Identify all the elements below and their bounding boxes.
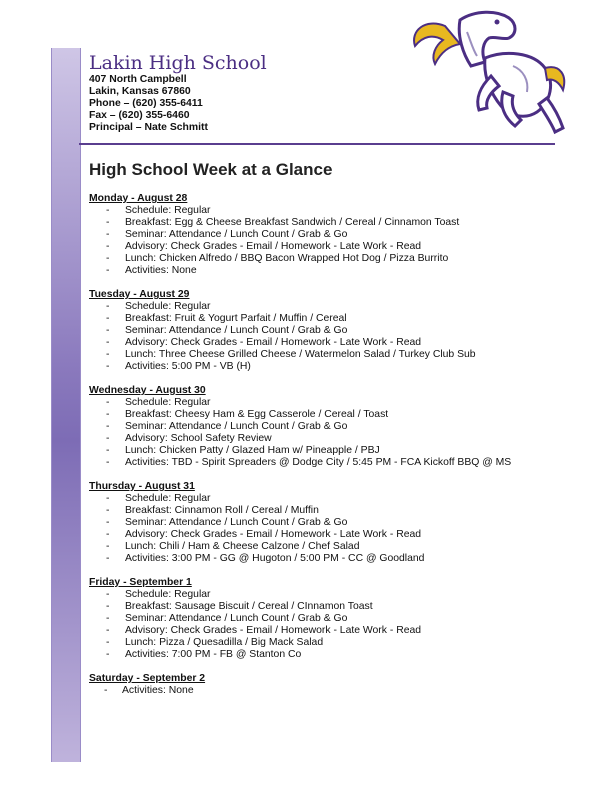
bullet-dash: - bbox=[106, 637, 110, 648]
item-text: Schedule: Regular bbox=[125, 397, 211, 408]
list-item bbox=[89, 649, 559, 661]
list-item bbox=[89, 337, 559, 349]
day-section bbox=[89, 289, 559, 373]
list-item bbox=[89, 313, 559, 325]
bullet-dash: - bbox=[104, 685, 108, 696]
bullet-dash: - bbox=[106, 517, 110, 528]
item-text: Activities: 5:00 PM - VB (H) bbox=[125, 361, 251, 372]
bullet-dash: - bbox=[106, 397, 110, 408]
list-item bbox=[89, 229, 559, 241]
bullet-dash: - bbox=[106, 265, 110, 276]
school-name: Lakin High School bbox=[89, 52, 267, 74]
item-text: Schedule: Regular bbox=[125, 589, 211, 600]
item-text: Seminar: Attendance / Lunch Count / Grab & Go bbox=[125, 613, 348, 624]
principal-line: Principal – Nate Schmitt bbox=[89, 122, 208, 133]
day-heading: Monday - August 28 bbox=[89, 193, 188, 204]
page-title: High School Week at a Glance bbox=[89, 160, 333, 179]
address-line: 407 North Campbell bbox=[89, 74, 187, 85]
item-text: Activities: 7:00 PM - FB @ Stanton Co bbox=[125, 649, 302, 660]
bullet-dash: - bbox=[106, 529, 110, 540]
item-text: Activities: TBD - Spirit Spreaders @ Dodge City / 5:45 PM - FCA Kickoff BBQ @ MS bbox=[125, 457, 512, 468]
bullet-dash: - bbox=[106, 493, 110, 504]
list-item bbox=[89, 241, 559, 253]
bullet-dash: - bbox=[106, 649, 110, 660]
list-item bbox=[89, 517, 559, 529]
phone-line: Phone – (620) 355-6411 bbox=[89, 98, 203, 109]
list-item bbox=[89, 421, 559, 433]
day-heading: Friday - September 1 bbox=[89, 577, 192, 588]
bullet-dash: - bbox=[106, 457, 110, 468]
day-section bbox=[89, 481, 559, 565]
list-item bbox=[89, 541, 559, 553]
bullet-dash: - bbox=[106, 505, 110, 516]
day-heading: Saturday - September 2 bbox=[89, 673, 206, 684]
list-item bbox=[89, 253, 559, 265]
list-item bbox=[89, 445, 559, 457]
bullet-dash: - bbox=[106, 625, 110, 636]
bullet-dash: - bbox=[106, 349, 110, 360]
list-item bbox=[89, 457, 559, 469]
bullet-dash: - bbox=[106, 217, 110, 228]
item-text: Seminar: Attendance / Lunch Count / Grab & Go bbox=[125, 517, 348, 528]
item-text: Lunch: Chicken Patty / Glazed Ham w/ Pineapple / PBJ bbox=[125, 445, 380, 456]
bullet-dash: - bbox=[106, 541, 110, 552]
item-text: Breakfast: Sausage Biscuit / Cereal / CInnamon Toast bbox=[125, 601, 373, 612]
bullet-dash: - bbox=[106, 253, 110, 264]
list-item bbox=[89, 217, 559, 229]
item-text: Schedule: Regular bbox=[125, 493, 211, 504]
contact-block bbox=[89, 74, 208, 134]
bullet-dash: - bbox=[106, 313, 110, 324]
week-schedule bbox=[89, 193, 559, 709]
day-heading: Thursday - August 31 bbox=[89, 481, 195, 492]
list-item bbox=[89, 601, 559, 613]
bullet-dash: - bbox=[106, 337, 110, 348]
bullet-dash: - bbox=[106, 301, 110, 312]
city-line: Lakin, Kansas 67860 bbox=[89, 86, 191, 97]
list-item bbox=[89, 505, 559, 517]
item-text: Breakfast: Cheesy Ham & Egg Casserole / Cereal / Toast bbox=[125, 409, 389, 420]
item-text: Activities: None bbox=[122, 685, 194, 696]
item-text: Advisory: Check Grades - Email / Homework - Late Work - Read bbox=[125, 529, 422, 540]
list-item bbox=[89, 589, 559, 601]
item-text: Activities: 3:00 PM - GG @ Hugoton / 5:00 PM - CC @ Goodland bbox=[125, 553, 425, 564]
bullet-dash: - bbox=[106, 241, 110, 252]
bullet-dash: - bbox=[106, 205, 110, 216]
bullet-dash: - bbox=[106, 613, 110, 624]
item-text: Activities: None bbox=[125, 265, 197, 276]
bullet-dash: - bbox=[106, 229, 110, 240]
list-item bbox=[89, 613, 559, 625]
item-text: Breakfast: Egg & Cheese Breakfast Sandwich / Cereal / Cinnamon Toast bbox=[125, 217, 460, 228]
item-text: Schedule: Regular bbox=[125, 301, 211, 312]
bullet-dash: - bbox=[106, 409, 110, 420]
list-item bbox=[89, 325, 559, 337]
item-text: Lunch: Chili / Ham & Cheese Calzone / Chef Salad bbox=[125, 541, 360, 552]
list-item bbox=[89, 637, 559, 649]
day-section bbox=[89, 385, 559, 469]
day-section bbox=[89, 577, 559, 661]
list-item bbox=[89, 433, 559, 445]
list-item bbox=[89, 553, 559, 565]
list-item bbox=[89, 349, 559, 361]
item-text: Seminar: Attendance / Lunch Count / Grab & Go bbox=[125, 229, 348, 240]
bullet-dash: - bbox=[106, 325, 110, 336]
bullet-dash: - bbox=[106, 589, 110, 600]
side-accent-bar bbox=[51, 48, 81, 762]
item-text: Schedule: Regular bbox=[125, 205, 211, 216]
item-text: Breakfast: Fruit & Yogurt Parfait / Muffin / Cereal bbox=[125, 313, 347, 324]
day-section bbox=[89, 193, 559, 277]
mustang-mascot-icon bbox=[405, 6, 570, 136]
item-text: Advisory: Check Grades - Email / Homework - Late Work - Read bbox=[125, 241, 422, 252]
list-item bbox=[89, 301, 559, 313]
list-item bbox=[89, 265, 559, 277]
day-section bbox=[89, 673, 559, 697]
item-text: Lunch: Pizza / Quesadilla / Big Mack Salad bbox=[125, 637, 324, 648]
item-text: Lunch: Three Cheese Grilled Cheese / Watermelon Salad / Turkey Club Sub bbox=[125, 349, 476, 360]
bullet-dash: - bbox=[106, 421, 110, 432]
list-item bbox=[89, 409, 559, 421]
item-text: Breakfast: Cinnamon Roll / Cereal / Muffin bbox=[125, 505, 319, 516]
bullet-dash: - bbox=[106, 553, 110, 564]
list-item bbox=[89, 205, 559, 217]
item-text: Seminar: Attendance / Lunch Count / Grab & Go bbox=[125, 421, 348, 432]
bullet-dash: - bbox=[106, 361, 110, 372]
list-item bbox=[89, 625, 559, 637]
list-item bbox=[89, 493, 559, 505]
header-divider bbox=[79, 143, 555, 145]
list-item bbox=[89, 685, 559, 697]
item-text: Seminar: Attendance / Lunch Count / Grab & Go bbox=[125, 325, 348, 336]
item-text: Advisory: School Safety Review bbox=[125, 433, 272, 444]
item-text: Advisory: Check Grades - Email / Homework - Late Work - Read bbox=[125, 337, 422, 348]
day-heading: Wednesday - August 30 bbox=[89, 385, 206, 396]
bullet-dash: - bbox=[106, 601, 110, 612]
list-item bbox=[89, 529, 559, 541]
item-text: Advisory: Check Grades - Email / Homework - Late Work - Read bbox=[125, 625, 422, 636]
bullet-dash: - bbox=[106, 433, 110, 444]
day-heading: Tuesday - August 29 bbox=[89, 289, 190, 300]
item-text: Lunch: Chicken Alfredo / BBQ Bacon Wrapped Hot Dog / Pizza Burrito bbox=[125, 253, 449, 264]
fax-line: Fax – (620) 355-6460 bbox=[89, 110, 190, 121]
bullet-dash: - bbox=[106, 445, 110, 456]
list-item bbox=[89, 361, 559, 373]
list-item bbox=[89, 397, 559, 409]
